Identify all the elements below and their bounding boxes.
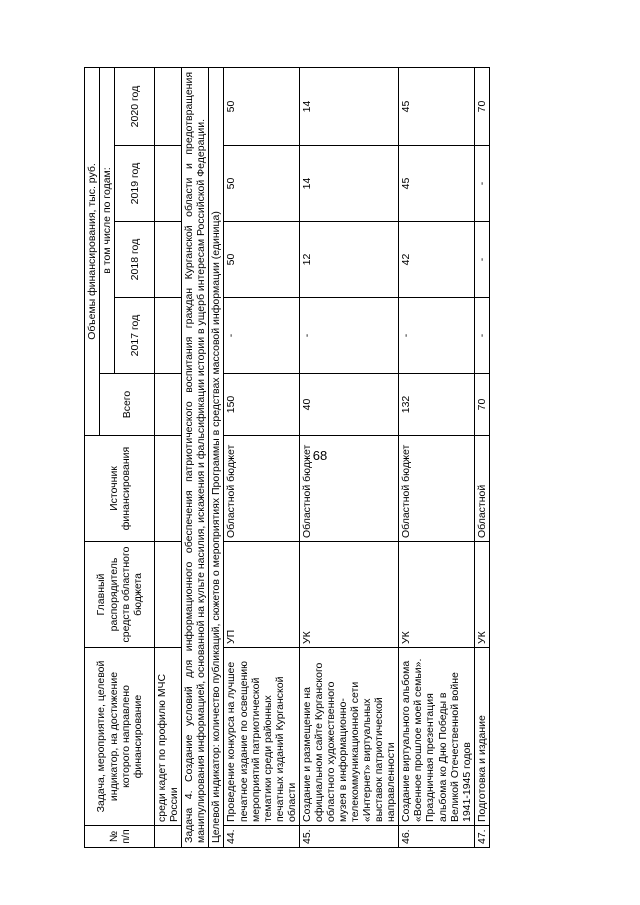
row-2019: - <box>474 146 489 222</box>
row-admin: УП <box>224 542 299 648</box>
row-2017: - <box>224 298 299 374</box>
row-source: Областной бюджет <box>399 436 474 542</box>
row-source: Областной бюджет <box>299 436 399 542</box>
row-source: Областной <box>474 436 489 542</box>
row-task: Создание и размещение на официальном сайте Курганского областного художественного музея в информационно-телекоммуникационной сети «Интернет» виртуальных выставок патриотической направленности <box>299 648 399 826</box>
row-num: 44. <box>224 826 299 848</box>
row-task: Подготовка и издание <box>474 648 489 826</box>
task4-row <box>182 67 209 847</box>
row-2020: 70 <box>474 67 489 145</box>
row-2020: 50 <box>224 67 299 145</box>
header-year-2017: 2017 год <box>115 298 155 374</box>
task4-text: Задача 4. Создание условий для информационного обеспечения патриотического воспитания граждан Курганской области и предотвращения манипулирования информацией, основанной на культе насилия, искажения и фальсификации истории в ущерб интересам Российской Федерации. <box>182 67 209 847</box>
header-including: в том числе по годам: <box>100 67 115 373</box>
row-2017: - <box>474 298 489 374</box>
row-2018: 42 <box>399 222 474 298</box>
table-row <box>399 67 474 847</box>
carry-num <box>155 826 182 848</box>
header-task: Задача, мероприятие, целевой индикатор, на достижение которого направлено финансирование <box>85 648 155 826</box>
row-num: 47. <box>474 826 489 848</box>
header-row-1 <box>85 67 100 847</box>
row-admin: УК <box>399 542 474 648</box>
row-2018: 12 <box>299 222 399 298</box>
header-year-2018: 2018 год <box>115 222 155 298</box>
header-num: № п/п <box>85 826 155 848</box>
carry-over-row <box>155 67 182 847</box>
row-task: Создание виртуального альбома «Военное прошлое моей семьи». Праздничная презентация альбома ко Дню Победы в Великой Отечественной войне 1941-1945 годов <box>399 648 474 826</box>
row-admin: УК <box>299 542 399 648</box>
indicator-row <box>209 67 224 847</box>
row-2018: - <box>474 222 489 298</box>
table-row <box>299 67 399 847</box>
header-year-2019: 2019 год <box>115 146 155 222</box>
table-row <box>474 67 489 847</box>
indicator-text: Целевой индикатор: количество публикаций, сюжетов о мероприятиях Программы в средствах массовой информации (единица) <box>209 67 224 847</box>
financing-table <box>84 67 490 848</box>
header-source: Источник финансирования <box>85 436 155 542</box>
row-source: Областной бюджет <box>224 436 299 542</box>
row-total: 132 <box>399 374 474 436</box>
row-2019: 50 <box>224 146 299 222</box>
table-row <box>224 67 299 847</box>
header-total: Всего <box>100 374 155 436</box>
carry-task: среди кадет по профилю МЧС России <box>155 648 182 826</box>
row-2018: 50 <box>224 222 299 298</box>
row-total: 40 <box>299 374 399 436</box>
page-number: 68 <box>312 448 328 463</box>
row-2017: - <box>399 298 474 374</box>
row-2020: 14 <box>299 67 399 145</box>
header-volume: Объемы финансирования, тыс. руб. <box>85 67 100 435</box>
row-num: 45. <box>299 826 399 848</box>
header-year-2020: 2020 год <box>115 67 155 145</box>
row-2020: 45 <box>399 67 474 145</box>
header-admin: Главный распорядитель средств областного бюджета <box>85 542 155 648</box>
row-task: Проведение конкурса на лучшее печатное издание по освещению мероприятий патриотической тематики среди районных печатных изданий Курганской области <box>224 648 299 826</box>
row-2019: 45 <box>399 146 474 222</box>
row-2019: 14 <box>299 146 399 222</box>
row-2017: - <box>299 298 399 374</box>
row-total: 70 <box>474 374 489 436</box>
row-num: 46. <box>399 826 474 848</box>
row-admin: УК <box>474 542 489 648</box>
row-total: 150 <box>224 374 299 436</box>
